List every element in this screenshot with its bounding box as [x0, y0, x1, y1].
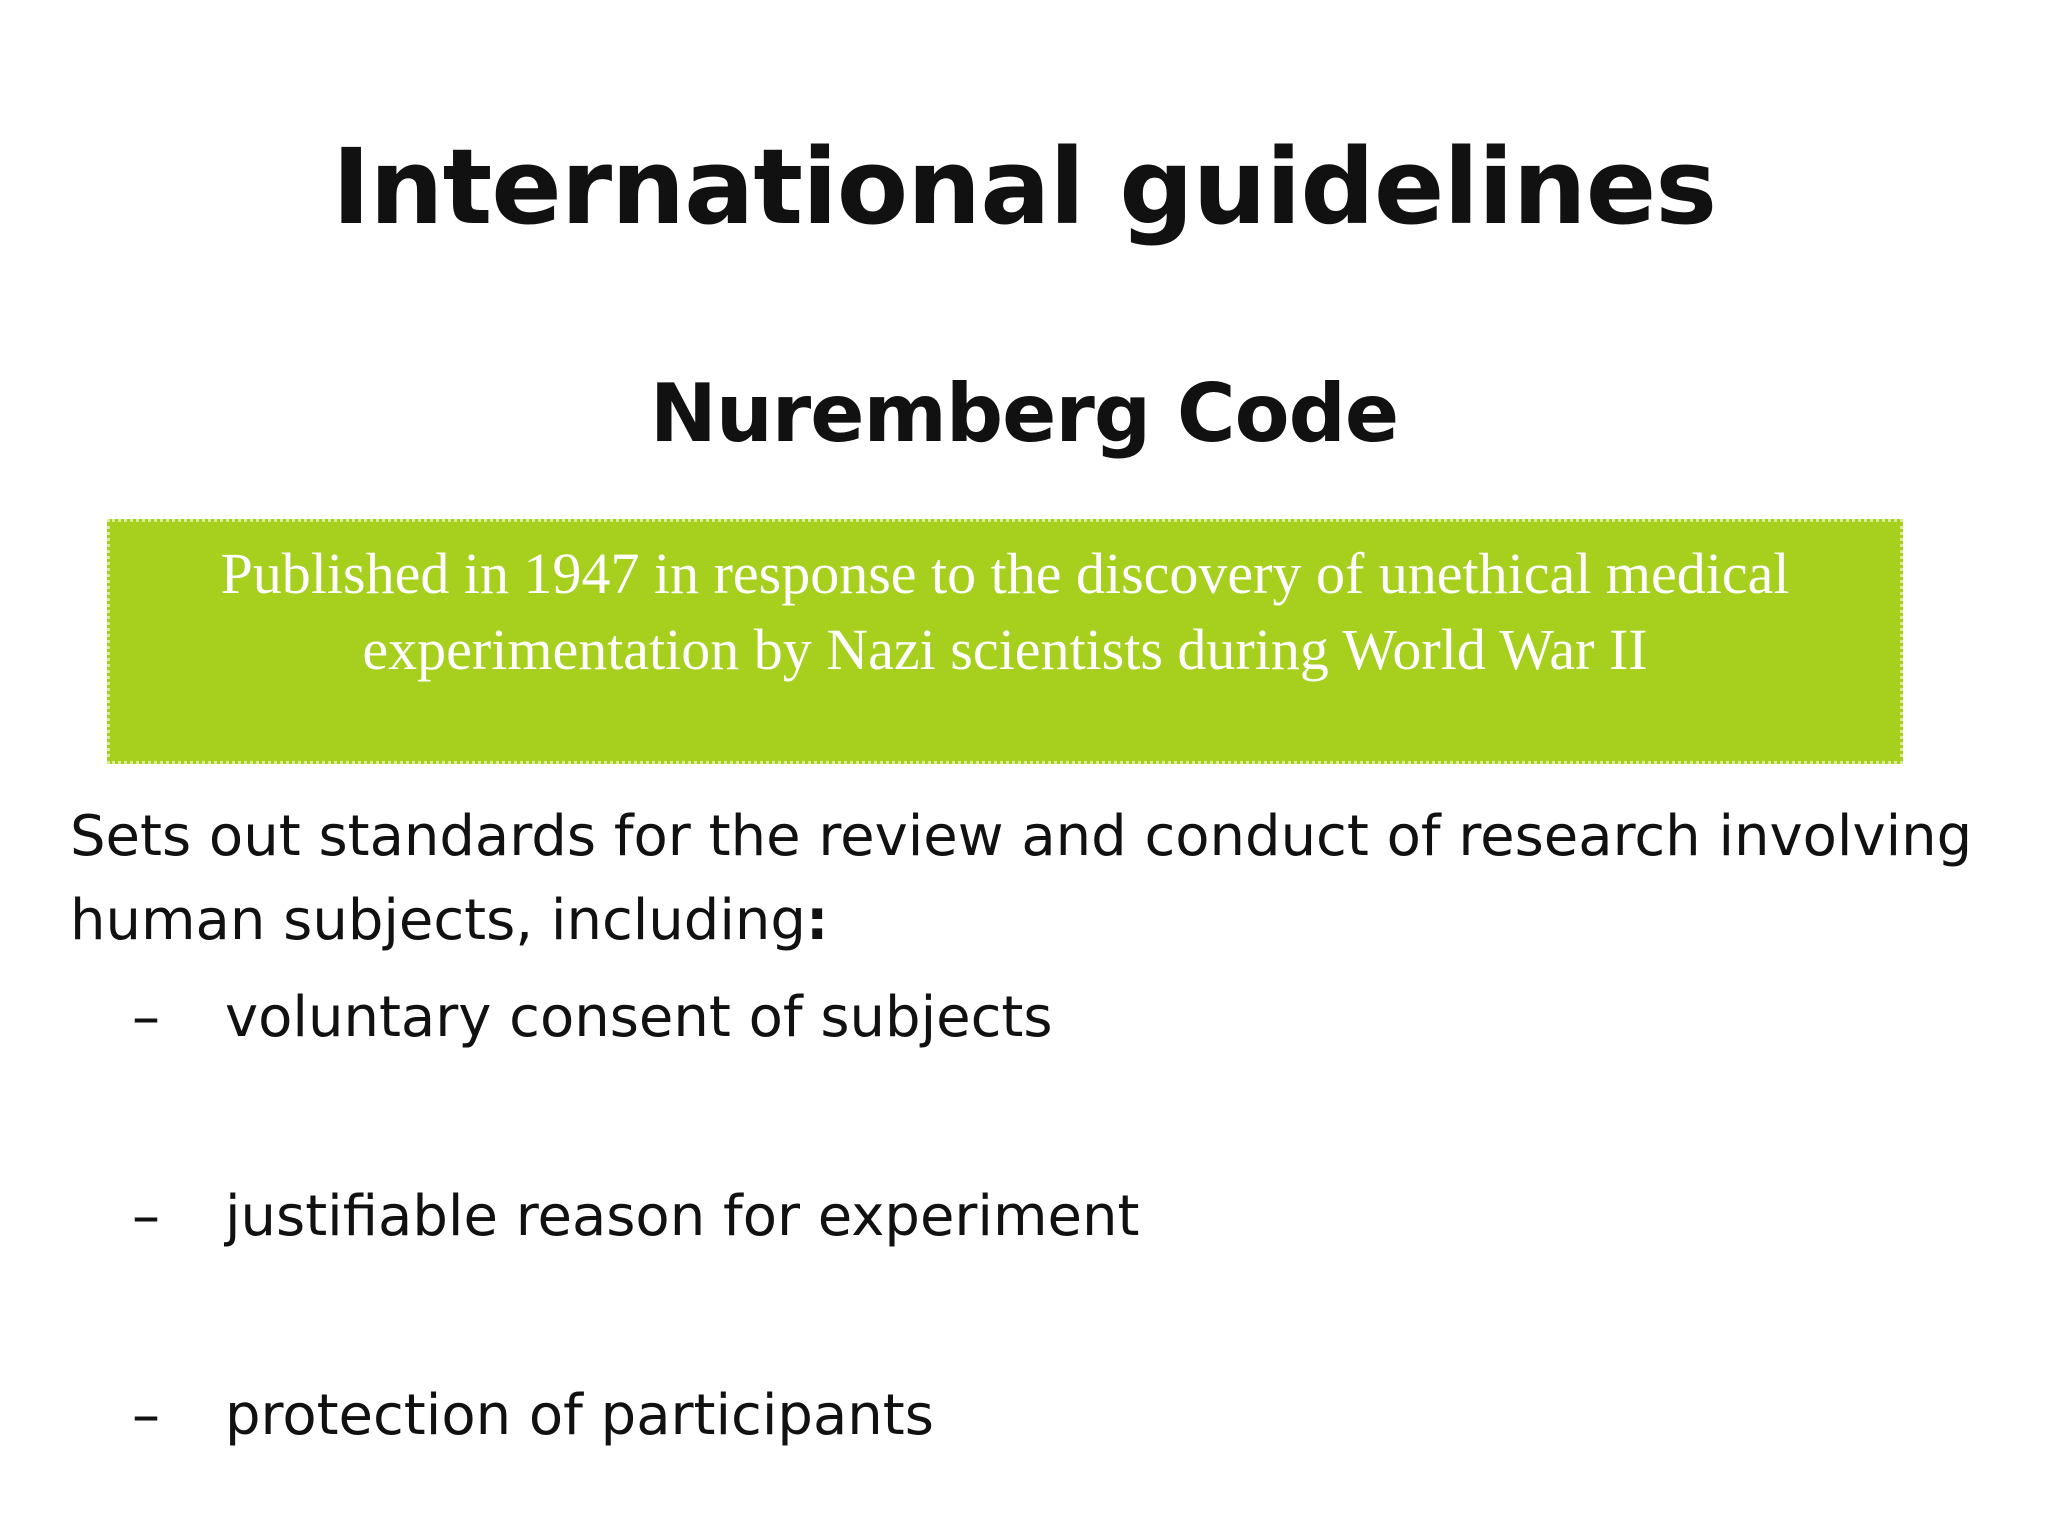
bullet-text: justifiable reason for experiment — [225, 1184, 1140, 1249]
bullet-item — [0, 1371, 1500, 1461]
bullet-item — [0, 973, 1500, 1063]
callout-box — [107, 519, 1903, 764]
callout-line-2: experimentation by Nazi scientists during World War II — [362, 617, 1648, 682]
bullet-item — [0, 1172, 1500, 1262]
slide-subtitle: Nuremberg Code — [649, 367, 1399, 460]
callout-text — [110, 536, 1900, 688]
intro-paragraph — [70, 795, 2000, 963]
bullet-text: voluntary consent of subjects — [225, 985, 1053, 1050]
bullet-dash: – — [132, 1383, 160, 1448]
bullet-dash: – — [132, 1184, 160, 1249]
bullet-dash: – — [132, 985, 160, 1050]
callout-line-1: Published in 1947 in response to the discovery of unethical medical — [220, 541, 1790, 606]
intro-text: Sets out standards for the review and conduct of research involving human subjects, including — [70, 804, 1973, 953]
bullet-text: protection of participants — [225, 1383, 934, 1448]
intro-colon: : — [805, 888, 829, 953]
slide-title: International guidelines — [331, 126, 1717, 248]
